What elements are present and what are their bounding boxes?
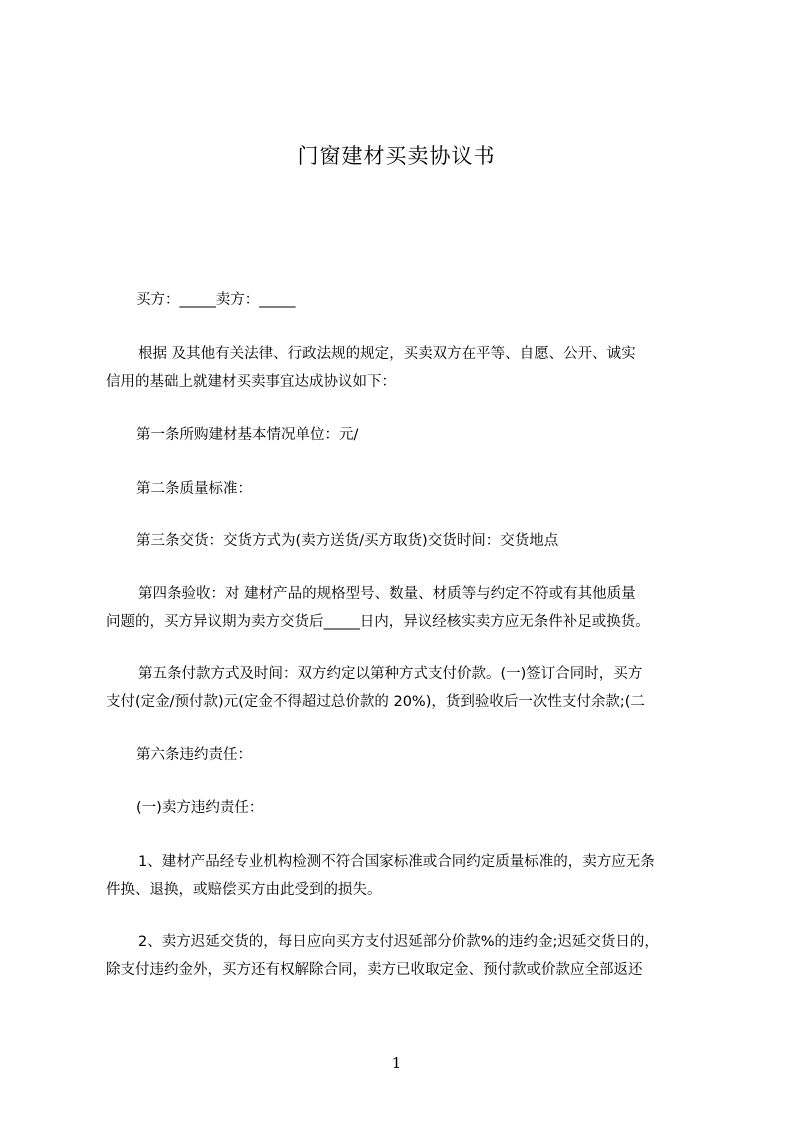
paragraph-line: 件换、退换，或赔偿买方由此受到的损失。 [106, 882, 382, 898]
article-2 [106, 475, 706, 503]
liability-item-2 [106, 928, 706, 984]
paragraph-line: 除支付违约金外，买方还有权解除合同，卖方已收取定金、预付款或价款应全部返还 [106, 962, 643, 978]
paragraph-line: 问题的，买方异议期为卖方交货后_____日内，异议经核实卖方应无条件补足或换货。 [106, 614, 650, 630]
article-1 [106, 421, 706, 449]
paragraph-line: 第五条付款方式及时间：双方约定以第种方式支付价款。(一)签订合同时，买方 [138, 666, 643, 682]
paragraph-line: 第一条所购建材基本情况单位：元/ [136, 427, 359, 443]
seller-liability-heading [106, 794, 706, 822]
paragraph-line: 1、建材产品经专业机构检测不符合国家标准或合同约定质量标准的，卖方应无条 [138, 854, 655, 870]
parties-line [106, 286, 706, 314]
paragraph-line: 信用的基础上就建材买卖事宜达成协议如下： [106, 374, 396, 390]
paragraph-line: 第四条验收：对 建材产品的规格型号、数量、材质等与约定不符或有其他质量 [138, 586, 636, 602]
paragraph-line: 买方：_____卖方：_____ [136, 292, 296, 308]
liability-item-1 [106, 848, 706, 904]
paragraph-line: 第二条质量标准： [136, 481, 252, 497]
paragraph-line: 根据 及其他有关法律、行政法规的规定，买卖双方在平等、自愿、公开、诚实 [138, 346, 636, 362]
paragraph-line: 第六条违约责任： [136, 747, 252, 763]
paragraph-line: 2、卖方迟延交货的，每日应向买方支付迟延部分价款%的违约金;迟延交货日的， [138, 934, 659, 950]
paragraph-line: 支付(定金/预付款)元(定金不得超过总价款的 20%)，货到验收后一次性支付余款;(二 [106, 694, 645, 710]
paragraph-line: 第三条交货：交货方式为(卖方送货/买方取货)交货时间：交货地点 [136, 533, 559, 549]
article-4 [106, 580, 706, 636]
article-6 [106, 741, 706, 769]
page-number: 1 [391, 1054, 402, 1072]
document-title: 门窗建材买卖协议书 [297, 144, 496, 168]
paragraph-line: (一)卖方违约责任： [136, 800, 264, 816]
preamble-paragraph [106, 340, 706, 396]
article-3 [106, 527, 706, 555]
article-5 [106, 660, 706, 716]
